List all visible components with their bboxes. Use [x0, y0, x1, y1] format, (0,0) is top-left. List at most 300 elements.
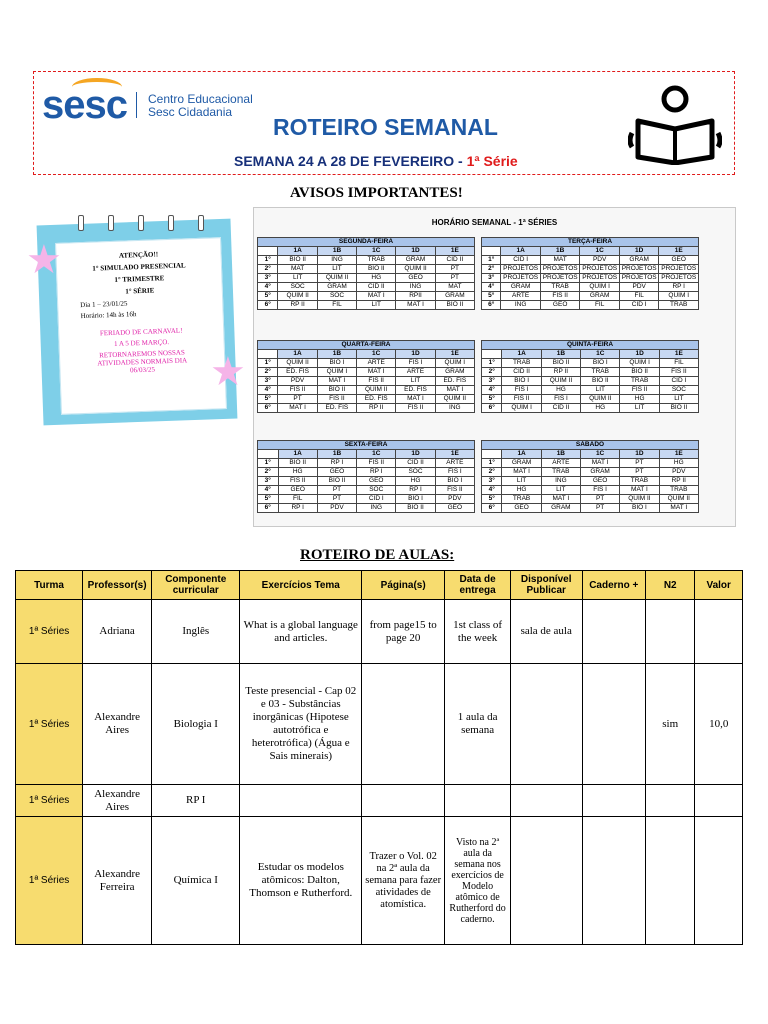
subject-cell: QUIM II	[317, 274, 356, 283]
subject-cell: MAT I	[541, 495, 580, 504]
subject-cell: ARTE	[501, 292, 541, 301]
subject-cell: FIS II	[278, 386, 317, 395]
subject-cell: QUIM II	[278, 359, 317, 368]
subject-cell: ING	[396, 283, 435, 292]
subject-cell: BIO I	[435, 477, 474, 486]
subject-cell: HG	[581, 404, 620, 413]
schedule-row	[258, 486, 475, 495]
period-label: 6°	[482, 504, 502, 513]
subject-cell: LIT	[502, 477, 541, 486]
schedule-row	[482, 504, 699, 513]
period-label: 1°	[258, 459, 279, 468]
period-label: 6°	[258, 504, 279, 513]
subject-cell: LIT	[396, 377, 435, 386]
schedule-row	[482, 395, 699, 404]
class-column-header: 1E	[435, 350, 474, 359]
subject-cell: GEO	[357, 477, 396, 486]
subject-cell: GRAM	[580, 292, 620, 301]
spiral-ring	[198, 215, 204, 231]
subject-cell: SOC	[278, 283, 317, 292]
period-label: 1°	[258, 359, 278, 368]
period-label: 4°	[482, 386, 502, 395]
subject-cell: GRAM	[619, 256, 659, 265]
subject-cell: BIO II	[317, 386, 356, 395]
table-row	[16, 785, 743, 817]
exercicios-cell: Teste presencial - Cap 02 e 03 - Substâncias inorgânicas (Hipotese autotrófica e heterotrófica) (Água e Sais minerais)	[240, 664, 362, 785]
notice-simulado: 1° SIMULADO PRESENCIAL	[92, 261, 186, 273]
schedule-row	[258, 265, 475, 274]
subject-cell: RPII	[396, 292, 435, 301]
subject-cell: BIO II	[620, 368, 659, 377]
subject-cell: PT	[580, 504, 619, 513]
subject-cell: SOC	[659, 386, 698, 395]
subject-cell: FIS I	[541, 395, 580, 404]
subject-cell: TRAB	[357, 256, 396, 265]
class-column-header: 1C	[580, 450, 619, 459]
disponivel-cell: sala de aula	[510, 600, 582, 664]
subject-cell: GRAM	[580, 468, 619, 477]
subject-cell: FIS I	[502, 386, 541, 395]
schedule-row	[482, 468, 699, 477]
subject-cell: CID I	[659, 377, 698, 386]
col-disponivel: Disponível Publicar	[510, 571, 582, 600]
subject-cell: ARTE	[396, 368, 435, 377]
col-professor: Professor(s)	[83, 571, 152, 600]
schedule-title: HORÁRIO SEMANAL - 1ª SÉRIES	[431, 218, 558, 227]
subject-cell: QUIM II	[620, 495, 659, 504]
lessons-table	[15, 570, 743, 945]
subject-cell: BIO II	[357, 265, 396, 274]
subject-cell: ING	[435, 404, 474, 413]
logo-divider	[136, 92, 137, 118]
subject-cell: CID I	[357, 495, 396, 504]
schedule-row	[258, 477, 475, 486]
subject-cell: ED. FIS	[357, 395, 396, 404]
period-label: 6°	[258, 301, 278, 310]
subject-cell: FIS II	[502, 395, 541, 404]
turma-cell: 1ª Séries	[16, 664, 83, 785]
subject-cell: CID II	[502, 368, 541, 377]
subject-cell: TRAB	[659, 486, 698, 495]
day-name: SEXTA-FEIRA	[258, 441, 475, 450]
schedule-row	[482, 292, 699, 301]
subject-cell: BIO I	[317, 359, 356, 368]
notices-heading: AVISOS IMPORTANTES!	[290, 185, 463, 201]
subject-cell: PDV	[580, 256, 620, 265]
col-exercicios: Exercícios Tema	[240, 571, 362, 600]
class-column-header: 1B	[540, 247, 580, 256]
schedule-row	[482, 256, 699, 265]
subject-cell: HG	[396, 477, 435, 486]
subject-cell: MAT	[435, 283, 474, 292]
subject-cell: PT	[278, 395, 317, 404]
data-cell: Visto na 2ª aula da semana nos exercícios de Modelo atômico de Rutherford do caderno.	[445, 817, 511, 945]
subject-cell: GEO	[435, 504, 474, 513]
subject-cell: CID II	[396, 459, 435, 468]
subject-cell: CID I	[501, 256, 541, 265]
paginas-cell	[362, 785, 445, 817]
logo-subtitle-2: Sesc Cidadania	[148, 105, 233, 119]
class-column-header: 1A	[502, 450, 541, 459]
period-label: 2°	[482, 265, 501, 274]
subject-cell: QUIM I	[620, 359, 659, 368]
schedule-row	[258, 468, 475, 477]
notice-serie: 1° SÉRIE	[125, 286, 155, 296]
subject-cell: TRAB	[502, 495, 541, 504]
logo-wordmark: sesc	[42, 83, 127, 127]
class-column-header: 1B	[541, 450, 580, 459]
subject-cell: PDV	[317, 504, 356, 513]
subject-cell: PROJETOS	[659, 265, 699, 274]
professor-cell: Alexandre Aires	[83, 785, 152, 817]
schedule-row	[258, 283, 475, 292]
caderno-cell	[582, 664, 646, 785]
subject-cell: HG	[278, 468, 317, 477]
period-label: 6°	[482, 301, 501, 310]
subject-cell: FIL	[580, 301, 620, 310]
period-label: 5°	[482, 495, 502, 504]
subject-cell: QUIM I	[317, 368, 356, 377]
subject-cell: BIO I	[620, 504, 659, 513]
subject-cell: BIO II	[278, 459, 317, 468]
schedule-row	[258, 495, 475, 504]
subject-cell: FIS II	[540, 292, 580, 301]
subject-cell: CID II	[541, 404, 580, 413]
subject-cell: ARTE	[541, 459, 580, 468]
subject-cell: GRAM	[502, 459, 541, 468]
period-label: 2°	[258, 368, 278, 377]
period-label: 3°	[482, 377, 502, 386]
class-column-header: 1D	[620, 450, 659, 459]
subject-cell: PT	[435, 274, 474, 283]
subject-cell: MAT I	[435, 386, 474, 395]
exercicios-cell	[240, 785, 362, 817]
turma-cell: 1ª Séries	[16, 600, 83, 664]
subject-cell: ARTE	[357, 359, 396, 368]
subject-cell: BIO II	[541, 359, 580, 368]
subject-cell: ING	[357, 504, 396, 513]
subject-cell: FIS II	[620, 386, 659, 395]
notice-card	[55, 237, 227, 415]
period-label: 6°	[482, 404, 502, 413]
subject-cell: QUIM II	[396, 265, 435, 274]
subject-cell: GEO	[580, 477, 619, 486]
subject-cell: CID II	[435, 256, 474, 265]
class-column-header: 1E	[659, 247, 699, 256]
class-column-header: 1B	[541, 350, 580, 359]
schedule-row	[258, 404, 475, 413]
schedule-row	[482, 283, 699, 292]
schedule-row	[258, 386, 475, 395]
col-componente: Componente curricular	[152, 571, 240, 600]
period-label: 2°	[482, 368, 502, 377]
col-valor: Valor	[695, 571, 743, 600]
schedule-row	[482, 486, 699, 495]
period-header-blank	[258, 350, 278, 359]
notice-return: RETORNAREMOS NOSSAS ATIVIDADES NORMAIS DIA 06/03/25	[97, 348, 188, 375]
schedule-day-table	[257, 340, 475, 413]
subject-cell: SOC	[357, 486, 396, 495]
period-label: 3°	[258, 274, 278, 283]
class-column-header: 1A	[501, 247, 541, 256]
subject-cell: QUIM I	[435, 359, 474, 368]
n2-cell: sim	[646, 664, 695, 785]
class-column-header: 1D	[396, 450, 435, 459]
subject-cell: ING	[541, 477, 580, 486]
professor-cell: Alexandre Ferreira	[83, 817, 152, 945]
professor-cell: Adriana	[83, 600, 152, 664]
reading-person-icon	[628, 85, 722, 165]
componente-cell: Química I	[152, 817, 240, 945]
subject-cell: RP II	[278, 301, 317, 310]
turma-cell: 1ª Séries	[16, 817, 83, 945]
schedule-row	[482, 386, 699, 395]
subject-cell: MAT I	[580, 459, 619, 468]
subject-cell: PROJETOS	[580, 274, 620, 283]
subject-cell: CID II	[357, 283, 396, 292]
paginas-cell	[362, 664, 445, 785]
valor-cell	[695, 817, 743, 945]
data-cell: 1 aula da semana	[445, 664, 511, 785]
col-paginas: Página(s)	[362, 571, 445, 600]
subject-cell: PT	[317, 486, 356, 495]
col-data: Data de entrega	[445, 571, 511, 600]
period-label: 3°	[258, 477, 279, 486]
schedule-row	[258, 256, 475, 265]
subject-cell: MAT I	[278, 404, 317, 413]
period-label: 1°	[258, 256, 278, 265]
schedule-row	[258, 504, 475, 513]
lessons-header-row	[16, 571, 743, 600]
subject-cell: QUIM II	[541, 377, 580, 386]
period-label: 3°	[258, 377, 278, 386]
period-header-blank	[482, 450, 502, 459]
subject-cell: BIO I	[396, 495, 435, 504]
subject-cell: RP II	[659, 477, 698, 486]
subject-cell: PDV	[619, 283, 659, 292]
schedule-row	[258, 359, 475, 368]
subject-cell: SOC	[396, 468, 435, 477]
subject-cell: RP II	[541, 368, 580, 377]
subject-cell: QUIM II	[435, 395, 474, 404]
subject-cell: BIO II	[435, 301, 474, 310]
period-header-blank	[258, 247, 278, 256]
class-column-header: 1D	[620, 350, 659, 359]
class-column-header: 1A	[278, 350, 317, 359]
class-column-header: 1A	[278, 450, 317, 459]
subject-cell: MAT I	[659, 504, 698, 513]
class-column-header: 1C	[357, 450, 396, 459]
period-label: 2°	[482, 468, 502, 477]
week-subtitle	[234, 153, 518, 169]
schedule-day-table	[257, 440, 475, 513]
subject-cell: MAT I	[396, 395, 435, 404]
n2-cell	[646, 785, 695, 817]
day-name: QUINTA-FEIRA	[482, 341, 699, 350]
subject-cell: LIT	[541, 486, 580, 495]
subject-cell: LIT	[278, 274, 317, 283]
schedule-row	[258, 395, 475, 404]
schedule-row	[482, 477, 699, 486]
subject-cell: LIT	[620, 404, 659, 413]
subject-cell: ED. FIS	[396, 386, 435, 395]
schedule-row	[258, 292, 475, 301]
period-label: 6°	[258, 404, 278, 413]
subject-cell: GEO	[278, 486, 317, 495]
subject-cell: PT	[620, 459, 659, 468]
period-label: 2°	[258, 468, 279, 477]
schedule-row	[258, 274, 475, 283]
notice-holiday-dates: 1 A 5 DE MARÇO.	[113, 338, 170, 348]
day-name: TERÇA-FEIRA	[482, 238, 699, 247]
subject-cell: PROJETOS	[619, 274, 659, 283]
week-range: SEMANA 24 A 28 DE FEVEREIRO -	[234, 153, 467, 169]
subject-cell: CID I	[619, 301, 659, 310]
subject-cell: LIT	[581, 386, 620, 395]
schedule-row	[482, 274, 699, 283]
schedule-row	[482, 368, 699, 377]
subject-cell: MAT	[540, 256, 580, 265]
subject-cell: PROJETOS	[501, 265, 541, 274]
subject-cell: GRAM	[435, 368, 474, 377]
subject-cell: FIS II	[396, 404, 435, 413]
subject-cell: BIO II	[396, 504, 435, 513]
subject-cell: GRAM	[317, 283, 356, 292]
subject-cell: GRAM	[396, 256, 435, 265]
subject-cell: TRAB	[659, 301, 699, 310]
subject-cell: HG	[357, 274, 396, 283]
exercicios-cell: Estudar os modelos atômicos: Dalton, Thomson e Rutherford.	[240, 817, 362, 945]
subject-cell: TRAB	[541, 468, 580, 477]
col-turma: Turma	[16, 571, 83, 600]
subject-cell: QUIM II	[581, 395, 620, 404]
subject-cell: QUIM II	[357, 386, 396, 395]
subject-cell: FIS I	[580, 486, 619, 495]
period-label: 1°	[482, 359, 502, 368]
subject-cell: FIL	[317, 301, 356, 310]
day-name: QUARTA-FEIRA	[258, 341, 475, 350]
valor-cell: 10,0	[695, 664, 743, 785]
subject-cell: GEO	[317, 468, 356, 477]
subject-cell: LIT	[659, 395, 698, 404]
subject-cell: QUIM I	[659, 292, 699, 301]
period-label: 1°	[482, 256, 501, 265]
subject-cell: FIS II	[317, 395, 356, 404]
schedule-day-table	[257, 237, 475, 310]
class-column-header: 1B	[317, 247, 356, 256]
period-label: 4°	[482, 486, 502, 495]
col-caderno: Caderno +	[582, 571, 646, 600]
notice-date: Dia 1 – 23/01/25	[80, 299, 128, 310]
period-header-blank	[482, 350, 502, 359]
subject-cell: FIS I	[396, 359, 435, 368]
subject-cell: RP I	[659, 283, 699, 292]
subject-cell: MAT I	[620, 486, 659, 495]
day-name: SÁBADO	[482, 441, 699, 450]
subject-cell: MAT I	[317, 377, 356, 386]
subject-cell: HG	[502, 486, 541, 495]
subject-cell: TRAB	[502, 359, 541, 368]
n2-cell	[646, 817, 695, 945]
subject-cell: GEO	[659, 256, 699, 265]
subject-cell: FIS II	[357, 459, 396, 468]
subject-cell: BIO II	[317, 477, 356, 486]
subject-cell: GRAM	[501, 283, 541, 292]
subject-cell: FIS II	[435, 486, 474, 495]
componente-cell: Inglês	[152, 600, 240, 664]
subject-cell: RP I	[317, 459, 356, 468]
subject-cell: PT	[580, 495, 619, 504]
schedule-row	[482, 265, 699, 274]
class-column-header: 1E	[435, 247, 474, 256]
class-column-header: 1D	[396, 247, 435, 256]
star-decoration: ★	[26, 237, 62, 283]
period-label: 2°	[258, 265, 278, 274]
class-column-header: 1C	[357, 350, 396, 359]
subject-cell: GRAM	[435, 292, 474, 301]
period-label: 4°	[482, 283, 501, 292]
disponivel-cell	[510, 664, 582, 785]
day-name: SEGUNDA-FEIRA	[258, 238, 475, 247]
schedule-row	[482, 377, 699, 386]
subject-cell: HG	[659, 459, 698, 468]
subject-cell: ING	[501, 301, 541, 310]
notice-attention: ATENÇÃO!!	[118, 250, 159, 260]
subject-cell: QUIM I	[580, 283, 620, 292]
subject-cell: GEO	[396, 274, 435, 283]
subject-cell: PT	[620, 468, 659, 477]
page-title: ROTEIRO SEMANAL	[273, 114, 498, 140]
schedule-row	[482, 301, 699, 310]
subject-cell: QUIM I	[502, 404, 541, 413]
subject-cell: FIS II	[278, 477, 317, 486]
subject-cell: BIO II	[278, 256, 317, 265]
class-column-header: 1E	[659, 350, 698, 359]
subject-cell: RP I	[278, 504, 317, 513]
period-header-blank	[482, 247, 501, 256]
subject-cell: PROJETOS	[619, 265, 659, 274]
schedule-row	[482, 359, 699, 368]
subject-cell: PROJETOS	[659, 274, 699, 283]
subject-cell: MAT I	[357, 292, 396, 301]
subject-cell: GEO	[540, 301, 580, 310]
subject-cell: RP I	[396, 486, 435, 495]
table-row	[16, 817, 743, 945]
subject-cell: TRAB	[581, 368, 620, 377]
notice-trimestre: 1° TRIMESTRE	[114, 274, 165, 284]
schedule-row	[482, 495, 699, 504]
subject-cell: FIS II	[357, 377, 396, 386]
spiral-ring	[168, 215, 174, 231]
valor-cell	[695, 785, 743, 817]
subject-cell: PT	[317, 495, 356, 504]
class-column-header: 1C	[357, 247, 396, 256]
serie-label: 1ª Série	[466, 153, 518, 169]
subject-cell: RP I	[357, 468, 396, 477]
subject-cell: SOC	[317, 292, 356, 301]
subject-cell: RP II	[357, 404, 396, 413]
caderno-cell	[582, 785, 646, 817]
subject-cell: HG	[541, 386, 580, 395]
schedule-row	[258, 368, 475, 377]
class-column-header: 1B	[317, 450, 356, 459]
class-column-header: 1E	[659, 450, 698, 459]
subject-cell: HG	[620, 395, 659, 404]
subject-cell: ED. FIS	[317, 404, 356, 413]
subject-cell: PDV	[435, 495, 474, 504]
subject-cell: FIL	[619, 292, 659, 301]
subject-cell: PROJETOS	[540, 265, 580, 274]
